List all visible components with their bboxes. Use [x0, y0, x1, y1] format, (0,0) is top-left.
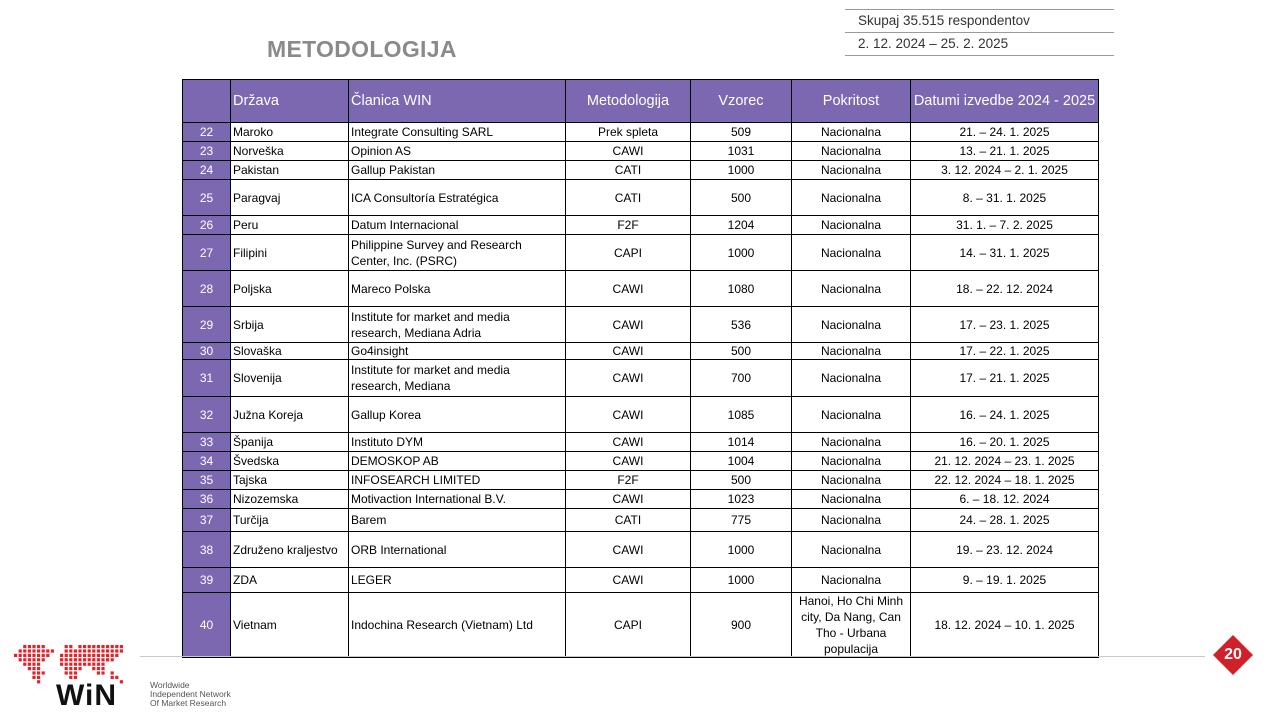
- cell-country: Slovaška: [231, 343, 349, 360]
- cell-coverage: Nacionalna: [792, 532, 911, 568]
- cell-member: LEGER: [349, 568, 566, 593]
- survey-period: 2. 12. 2024 – 25. 2. 2025: [845, 33, 1114, 56]
- table-row: [183, 593, 1099, 658]
- cell-methodology: F2F: [566, 216, 691, 235]
- cell-member: Datum Internacional: [349, 216, 566, 235]
- cell-sample: 1000: [691, 532, 792, 568]
- cell-member: Philippine Survey and Research Center, Inc. (PSRC): [349, 235, 566, 271]
- cell-num: 39: [183, 568, 231, 593]
- cell-member: Mareco Polska: [349, 271, 566, 307]
- cell-country: Norveška: [231, 142, 349, 161]
- cell-member: Motivaction International B.V.: [349, 490, 566, 509]
- cell-dates: 19. – 23. 12. 2024: [911, 532, 1099, 568]
- cell-methodology: CAWI: [566, 532, 691, 568]
- table-row: [183, 142, 1099, 161]
- cell-sample: 1080: [691, 271, 792, 307]
- cell-num: 30: [183, 343, 231, 360]
- cell-country: Slovenija: [231, 360, 349, 397]
- cell-methodology: CAPI: [566, 235, 691, 271]
- cell-dates: 16. – 20. 1. 2025: [911, 433, 1099, 452]
- cell-num: 23: [183, 142, 231, 161]
- header-methodology: Metodologija: [566, 80, 691, 123]
- table-row: [183, 532, 1099, 568]
- cell-member: Institute for market and media research, Mediana Adria: [349, 307, 566, 343]
- cell-methodology: CAWI: [566, 490, 691, 509]
- cell-num: 24: [183, 161, 231, 180]
- cell-methodology: CAWI: [566, 452, 691, 471]
- cell-sample: 1004: [691, 452, 792, 471]
- cell-coverage: Nacionalna: [792, 161, 911, 180]
- win-logo-caption: Worldwide Independent Network Of Market Research: [150, 680, 231, 708]
- table-row: [183, 343, 1099, 360]
- cell-methodology: CAWI: [566, 142, 691, 161]
- cell-coverage: Nacionalna: [792, 471, 911, 490]
- cell-sample: 1031: [691, 142, 792, 161]
- cell-sample: 1000: [691, 235, 792, 271]
- cell-country: Južna Koreja: [231, 397, 349, 433]
- table-row: [183, 360, 1099, 397]
- cell-methodology: CAPI: [566, 593, 691, 658]
- cell-coverage: Nacionalna: [792, 433, 911, 452]
- cell-dates: 17. – 23. 1. 2025: [911, 307, 1099, 343]
- cell-member: Opinion AS: [349, 142, 566, 161]
- cell-country: Filipini: [231, 235, 349, 271]
- world-map-dots-icon: [14, 645, 123, 683]
- cell-country: Srbija: [231, 307, 349, 343]
- summary-box: [845, 9, 1114, 56]
- cell-num: 29: [183, 307, 231, 343]
- cell-country: Združeno kraljestvo: [231, 532, 349, 568]
- cell-dates: 22. 12. 2024 – 18. 1. 2025: [911, 471, 1099, 490]
- cell-member: Instituto DYM: [349, 433, 566, 452]
- table-row: [183, 397, 1099, 433]
- cell-num: 33: [183, 433, 231, 452]
- header-dates: Datumi izvedbe 2024 - 2025: [911, 80, 1099, 123]
- cell-coverage: Nacionalna: [792, 271, 911, 307]
- cell-country: ZDA: [231, 568, 349, 593]
- cell-dates: 18. 12. 2024 – 10. 1. 2025: [911, 593, 1099, 658]
- respondents-count: Skupaj 35.515 respondentov: [845, 10, 1114, 33]
- cell-coverage: Nacionalna: [792, 123, 911, 142]
- cell-country: Španija: [231, 433, 349, 452]
- cell-methodology: CAWI: [566, 307, 691, 343]
- cell-coverage: Nacionalna: [792, 216, 911, 235]
- cell-dates: 17. – 22. 1. 2025: [911, 343, 1099, 360]
- cell-methodology: CATI: [566, 180, 691, 216]
- cell-num: 31: [183, 360, 231, 397]
- table-row: [183, 180, 1099, 216]
- page-title: METODOLOGIJA: [267, 36, 457, 62]
- cell-member: Indochina Research (Vietnam) Ltd: [349, 593, 566, 658]
- cell-country: Nizozemska: [231, 490, 349, 509]
- cell-dates: 17. – 21. 1. 2025: [911, 360, 1099, 397]
- cell-num: 32: [183, 397, 231, 433]
- cell-country: Paragvaj: [231, 180, 349, 216]
- cell-member: Gallup Korea: [349, 397, 566, 433]
- cell-dates: 6. – 18. 12. 2024: [911, 490, 1099, 509]
- header-country: Država: [231, 80, 349, 123]
- cell-member: ORB International: [349, 532, 566, 568]
- cell-sample: 775: [691, 509, 792, 532]
- cell-sample: 1023: [691, 490, 792, 509]
- table-row: [183, 433, 1099, 452]
- cell-member: DEMOSKOP AB: [349, 452, 566, 471]
- cell-member: Institute for market and media research, Mediana: [349, 360, 566, 397]
- table-row: [183, 509, 1099, 532]
- header-num: [183, 80, 231, 123]
- table-row: [183, 235, 1099, 271]
- cell-coverage: Nacionalna: [792, 142, 911, 161]
- cell-num: 34: [183, 452, 231, 471]
- cell-sample: 500: [691, 180, 792, 216]
- cell-dates: 13. – 21. 1. 2025: [911, 142, 1099, 161]
- table-row: [183, 216, 1099, 235]
- page-number: 20: [1224, 646, 1242, 663]
- cell-coverage: Nacionalna: [792, 397, 911, 433]
- header-coverage: Pokritost: [792, 80, 911, 123]
- cell-coverage: Nacionalna: [792, 235, 911, 271]
- cell-dates: 14. – 31. 1. 2025: [911, 235, 1099, 271]
- table-row: [183, 490, 1099, 509]
- table-header-row: [183, 80, 1099, 123]
- cell-sample: 500: [691, 343, 792, 360]
- table-row: [183, 271, 1099, 307]
- cell-member: ICA Consultoría Estratégica: [349, 180, 566, 216]
- header-sample: Vzorec: [691, 80, 792, 123]
- cell-methodology: F2F: [566, 471, 691, 490]
- cell-methodology: CAWI: [566, 271, 691, 307]
- cell-coverage: Hanoi, Ho Chi Minh city, Da Nang, Can Tho - Urbana populacija: [792, 593, 911, 658]
- cell-coverage: Nacionalna: [792, 307, 911, 343]
- cell-coverage: Nacionalna: [792, 343, 911, 360]
- cell-methodology: CATI: [566, 509, 691, 532]
- footer-divider: [140, 656, 1205, 657]
- win-logo-wordmark: WiN: [56, 679, 118, 712]
- table-row: [183, 452, 1099, 471]
- cell-dates: 31. 1. – 7. 2. 2025: [911, 216, 1099, 235]
- table-row: [183, 307, 1099, 343]
- table-row: [183, 471, 1099, 490]
- table-row: [183, 161, 1099, 180]
- cell-num: 22: [183, 123, 231, 142]
- cell-sample: 1014: [691, 433, 792, 452]
- cell-country: Poljska: [231, 271, 349, 307]
- cell-methodology: CAWI: [566, 433, 691, 452]
- cell-member: Gallup Pakistan: [349, 161, 566, 180]
- cell-sample: 700: [691, 360, 792, 397]
- cell-num: 40: [183, 593, 231, 658]
- cell-dates: 9. – 19. 1. 2025: [911, 568, 1099, 593]
- cell-country: Pakistan: [231, 161, 349, 180]
- cell-dates: 24. – 28. 1. 2025: [911, 509, 1099, 532]
- win-logo: [12, 643, 272, 713]
- cell-country: Tajska: [231, 471, 349, 490]
- cell-sample: 536: [691, 307, 792, 343]
- cell-num: 25: [183, 180, 231, 216]
- cell-methodology: CAWI: [566, 568, 691, 593]
- header-member: Članica WIN: [349, 80, 566, 123]
- cell-dates: 21. 12. 2024 – 23. 1. 2025: [911, 452, 1099, 471]
- cell-member: Integrate Consulting SARL: [349, 123, 566, 142]
- methodology-table: [182, 79, 1099, 658]
- cell-methodology: Prek spleta: [566, 123, 691, 142]
- cell-methodology: CAWI: [566, 343, 691, 360]
- cell-coverage: Nacionalna: [792, 568, 911, 593]
- cell-num: 38: [183, 532, 231, 568]
- cell-coverage: Nacionalna: [792, 180, 911, 216]
- cell-num: 27: [183, 235, 231, 271]
- cell-sample: 1000: [691, 568, 792, 593]
- cell-num: 26: [183, 216, 231, 235]
- cell-methodology: CATI: [566, 161, 691, 180]
- cell-member: Go4insight: [349, 343, 566, 360]
- cell-num: 35: [183, 471, 231, 490]
- cell-country: Turčija: [231, 509, 349, 532]
- cell-coverage: Nacionalna: [792, 360, 911, 397]
- cell-dates: 8. – 31. 1. 2025: [911, 180, 1099, 216]
- table-row: [183, 568, 1099, 593]
- cell-sample: 509: [691, 123, 792, 142]
- cell-num: 28: [183, 271, 231, 307]
- cell-sample: 900: [691, 593, 792, 658]
- cell-dates: 21. – 24. 1. 2025: [911, 123, 1099, 142]
- cell-country: Peru: [231, 216, 349, 235]
- cell-coverage: Nacionalna: [792, 452, 911, 471]
- cell-coverage: Nacionalna: [792, 490, 911, 509]
- cell-dates: 16. – 24. 1. 2025: [911, 397, 1099, 433]
- cell-num: 36: [183, 490, 231, 509]
- cell-dates: 18. – 22. 12. 2024: [911, 271, 1099, 307]
- cell-num: 37: [183, 509, 231, 532]
- cell-member: Barem: [349, 509, 566, 532]
- cell-sample: 500: [691, 471, 792, 490]
- cell-methodology: CAWI: [566, 397, 691, 433]
- cell-country: Maroko: [231, 123, 349, 142]
- cell-dates: 3. 12. 2024 – 2. 1. 2025: [911, 161, 1099, 180]
- cell-country: Vietnam: [231, 593, 349, 658]
- cell-sample: 1000: [691, 161, 792, 180]
- cell-methodology: CAWI: [566, 360, 691, 397]
- cell-sample: 1204: [691, 216, 792, 235]
- cell-coverage: Nacionalna: [792, 509, 911, 532]
- cell-country: Švedska: [231, 452, 349, 471]
- table-row: [183, 123, 1099, 142]
- cell-sample: 1085: [691, 397, 792, 433]
- cell-member: INFOSEARCH LIMITED: [349, 471, 566, 490]
